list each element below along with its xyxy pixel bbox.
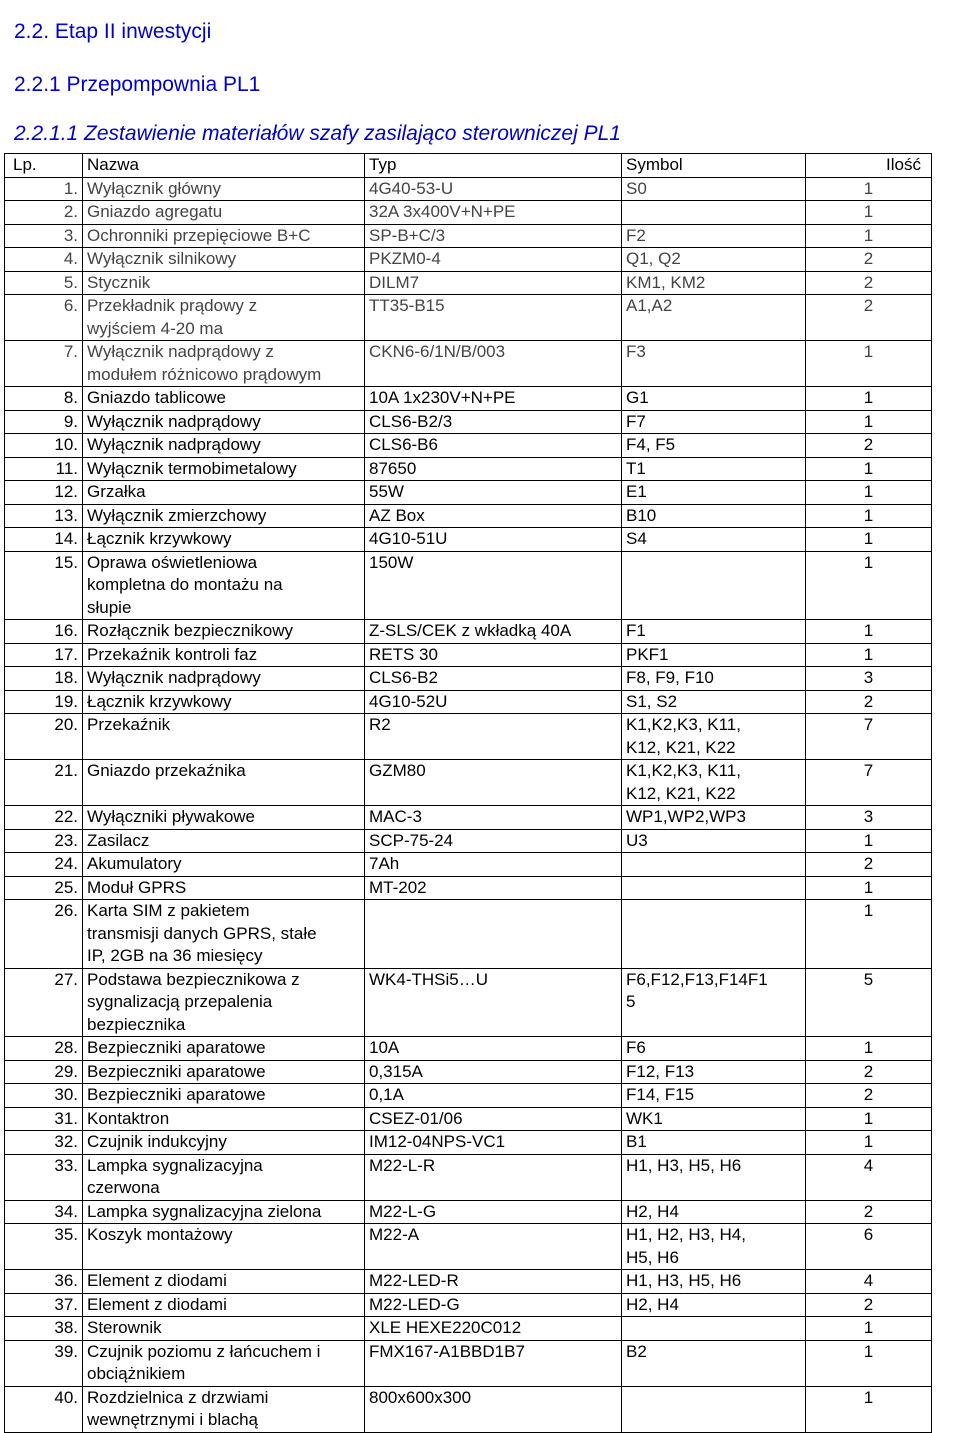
header-lp: Lp. xyxy=(5,154,83,178)
item-name: Sterownik xyxy=(83,1317,365,1341)
row-number: 23. xyxy=(5,829,83,853)
item-symbol: F2 xyxy=(622,224,806,248)
item-type: 800x600x300 xyxy=(365,1386,622,1432)
item-type: 10A xyxy=(365,1037,622,1061)
item-quantity: 2 xyxy=(806,1200,932,1224)
item-name: Moduł GPRS xyxy=(83,876,365,900)
table-row xyxy=(5,1131,932,1155)
item-type: SCP-75-24 xyxy=(365,829,622,853)
item-quantity: 1 xyxy=(806,410,932,434)
row-number: 24. xyxy=(5,853,83,877)
row-number: 38. xyxy=(5,1317,83,1341)
row-number: 30. xyxy=(5,1084,83,1108)
item-quantity: 2 xyxy=(806,295,932,341)
table-row xyxy=(5,341,932,387)
table-row xyxy=(5,1224,932,1270)
item-quantity: 1 xyxy=(806,341,932,387)
item-symbol xyxy=(622,900,806,969)
item-type: 87650 xyxy=(365,457,622,481)
table-row xyxy=(5,1293,932,1317)
item-name: Gniazdo przekaźnika xyxy=(83,760,365,806)
item-type: FMX167-A1BBD1B7 xyxy=(365,1340,622,1386)
table-row xyxy=(5,900,932,969)
row-number: 40. xyxy=(5,1386,83,1432)
item-quantity: 1 xyxy=(806,387,932,411)
item-symbol xyxy=(622,1317,806,1341)
table-row xyxy=(5,410,932,434)
item-type: M22-A xyxy=(365,1224,622,1270)
item-name: Kontaktron xyxy=(83,1107,365,1131)
item-quantity: 1 xyxy=(806,481,932,505)
item-quantity: 1 xyxy=(806,1107,932,1131)
row-number: 27. xyxy=(5,968,83,1037)
header-quantity: Ilość xyxy=(806,154,932,178)
row-number: 8. xyxy=(5,387,83,411)
item-type xyxy=(365,900,622,969)
item-type: M22-L-G xyxy=(365,1200,622,1224)
section-heading: 2.2. Etap II inwestycji xyxy=(14,20,212,43)
item-quantity: 5 xyxy=(806,968,932,1037)
item-type: DILM7 xyxy=(365,271,622,295)
item-symbol: B10 xyxy=(622,504,806,528)
item-symbol: U3 xyxy=(622,829,806,853)
row-number: 32. xyxy=(5,1131,83,1155)
item-name: Lampka sygnalizacyjna zielona xyxy=(83,1200,365,1224)
table-row xyxy=(5,690,932,714)
item-name: Element z diodami xyxy=(83,1270,365,1294)
item-type: CKN6-6/1N/B/003 xyxy=(365,341,622,387)
row-number: 29. xyxy=(5,1060,83,1084)
table-row xyxy=(5,1200,932,1224)
header-type: Typ xyxy=(365,154,622,178)
item-name: Lampka sygnalizacyjna czerwona xyxy=(83,1154,365,1200)
row-number: 39. xyxy=(5,1340,83,1386)
item-quantity: 3 xyxy=(806,667,932,691)
item-type: AZ Box xyxy=(365,504,622,528)
item-type: MT-202 xyxy=(365,876,622,900)
item-name: Wyłącznik silnikowy xyxy=(83,248,365,272)
item-quantity: 1 xyxy=(806,876,932,900)
item-symbol: F4, F5 xyxy=(622,434,806,458)
item-type: IM12-04NPS-VC1 xyxy=(365,1131,622,1155)
row-number: 11. xyxy=(5,457,83,481)
table-row xyxy=(5,760,932,806)
row-number: 13. xyxy=(5,504,83,528)
item-symbol: F7 xyxy=(622,410,806,434)
item-quantity: 1 xyxy=(806,643,932,667)
item-name: Wyłącznik nadprądowy xyxy=(83,667,365,691)
item-quantity: 4 xyxy=(806,1154,932,1200)
item-quantity: 1 xyxy=(806,528,932,552)
item-quantity: 2 xyxy=(806,853,932,877)
header-symbol: Symbol xyxy=(622,154,806,178)
item-quantity: 1 xyxy=(806,551,932,620)
item-symbol xyxy=(622,551,806,620)
table-title: 2.2.1.1 Zestawienie materiałów szafy zasilająco sterowniczej PL1 xyxy=(14,122,621,145)
table-row xyxy=(5,224,932,248)
item-symbol: T1 xyxy=(622,457,806,481)
item-symbol: K1,K2,K3, K11, K12, K21, K22 xyxy=(622,760,806,806)
table-row xyxy=(5,1107,932,1131)
row-number: 36. xyxy=(5,1270,83,1294)
item-symbol: H1, H2, H3, H4, H5, H6 xyxy=(622,1224,806,1270)
item-type: 4G10-52U xyxy=(365,690,622,714)
row-number: 4. xyxy=(5,248,83,272)
row-number: 6. xyxy=(5,295,83,341)
table-row xyxy=(5,853,932,877)
table-row xyxy=(5,177,932,201)
table-row xyxy=(5,667,932,691)
table-row xyxy=(5,806,932,830)
table-row xyxy=(5,1340,932,1386)
item-symbol: H2, H4 xyxy=(622,1293,806,1317)
item-quantity: 3 xyxy=(806,806,932,830)
item-type: CLS6-B6 xyxy=(365,434,622,458)
item-quantity: 1 xyxy=(806,1340,932,1386)
item-type: RETS 30 xyxy=(365,643,622,667)
item-name: Wyłączniki pływakowe xyxy=(83,806,365,830)
item-quantity: 6 xyxy=(806,1224,932,1270)
row-number: 31. xyxy=(5,1107,83,1131)
table-row xyxy=(5,434,932,458)
row-number: 16. xyxy=(5,620,83,644)
item-name: Bezpieczniki aparatowe xyxy=(83,1084,365,1108)
item-type: MAC-3 xyxy=(365,806,622,830)
row-number: 20. xyxy=(5,714,83,760)
table-row xyxy=(5,714,932,760)
item-symbol: K1,K2,K3, K11, K12, K21, K22 xyxy=(622,714,806,760)
item-type: 150W xyxy=(365,551,622,620)
item-name: Koszyk montażowy xyxy=(83,1224,365,1270)
item-name: Ochronniki przepięciowe B+C xyxy=(83,224,365,248)
item-type: 10A 1x230V+N+PE xyxy=(365,387,622,411)
item-symbol: A1,A2 xyxy=(622,295,806,341)
item-name: Bezpieczniki aparatowe xyxy=(83,1037,365,1061)
item-quantity: 1 xyxy=(806,1037,932,1061)
item-symbol: F1 xyxy=(622,620,806,644)
item-quantity: 1 xyxy=(806,201,932,225)
item-quantity: 1 xyxy=(806,177,932,201)
item-type: GZM80 xyxy=(365,760,622,806)
item-name: Wyłącznik nadprądowy xyxy=(83,410,365,434)
item-quantity: 2 xyxy=(806,248,932,272)
item-symbol: S0 xyxy=(622,177,806,201)
table-row xyxy=(5,528,932,552)
item-symbol: F3 xyxy=(622,341,806,387)
item-quantity: 1 xyxy=(806,829,932,853)
item-name: Stycznik xyxy=(83,271,365,295)
item-quantity: 7 xyxy=(806,760,932,806)
row-number: 33. xyxy=(5,1154,83,1200)
row-number: 3. xyxy=(5,224,83,248)
item-symbol: B2 xyxy=(622,1340,806,1386)
item-symbol: F6 xyxy=(622,1037,806,1061)
item-name: Przekaźnik kontroli faz xyxy=(83,643,365,667)
item-name: Wyłącznik nadprądowy xyxy=(83,434,365,458)
item-type: Z-SLS/CEK z wkładką 40A xyxy=(365,620,622,644)
item-type: 7Ah xyxy=(365,853,622,877)
item-name: Akumulatory xyxy=(83,853,365,877)
item-quantity: 1 xyxy=(806,620,932,644)
item-name: Wyłącznik główny xyxy=(83,177,365,201)
item-type: CSEZ-01/06 xyxy=(365,1107,622,1131)
row-number: 22. xyxy=(5,806,83,830)
item-name: Przekładnik prądowy z wyjściem 4-20 ma xyxy=(83,295,365,341)
item-type: TT35-B15 xyxy=(365,295,622,341)
item-type: PKZM0-4 xyxy=(365,248,622,272)
item-name: Rozłącznik bezpiecznikowy xyxy=(83,620,365,644)
table-row xyxy=(5,643,932,667)
table-row xyxy=(5,457,932,481)
item-name: Łącznik krzywkowy xyxy=(83,690,365,714)
item-type: 55W xyxy=(365,481,622,505)
table-row xyxy=(5,1270,932,1294)
item-symbol: KM1, KM2 xyxy=(622,271,806,295)
row-number: 7. xyxy=(5,341,83,387)
row-number: 5. xyxy=(5,271,83,295)
item-name: Oprawa oświetleniowa kompletna do montażu na słupie xyxy=(83,551,365,620)
header-name: Nazwa xyxy=(83,154,365,178)
item-name: Przekaźnik xyxy=(83,714,365,760)
item-quantity: 7 xyxy=(806,714,932,760)
item-symbol xyxy=(622,853,806,877)
item-quantity: 2 xyxy=(806,1293,932,1317)
item-type: 4G10-51U xyxy=(365,528,622,552)
item-name: Wyłącznik termobimetalowy xyxy=(83,457,365,481)
table-row xyxy=(5,248,932,272)
item-symbol: F6,F12,F13,F14F1 5 xyxy=(622,968,806,1037)
item-type: WK4-THSi5…U xyxy=(365,968,622,1037)
table-row xyxy=(5,504,932,528)
item-quantity: 1 xyxy=(806,1386,932,1432)
item-type: M22-LED-R xyxy=(365,1270,622,1294)
table-row xyxy=(5,271,932,295)
table-row xyxy=(5,1317,932,1341)
item-symbol: H1, H3, H5, H6 xyxy=(622,1154,806,1200)
item-type: M22-L-R xyxy=(365,1154,622,1200)
item-type: XLE HEXE220C012 xyxy=(365,1317,622,1341)
row-number: 9. xyxy=(5,410,83,434)
item-symbol: H2, H4 xyxy=(622,1200,806,1224)
table-row xyxy=(5,876,932,900)
item-symbol xyxy=(622,1386,806,1432)
item-name: Łącznik krzywkowy xyxy=(83,528,365,552)
row-number: 19. xyxy=(5,690,83,714)
item-symbol: WK1 xyxy=(622,1107,806,1131)
item-type: 0,1A xyxy=(365,1084,622,1108)
item-name: Rozdzielnica z drzwiami wewnętrznymi i blachą xyxy=(83,1386,365,1432)
table-row xyxy=(5,1084,932,1108)
item-type: CLS6-B2 xyxy=(365,667,622,691)
item-symbol: S1, S2 xyxy=(622,690,806,714)
item-name: Element z diodami xyxy=(83,1293,365,1317)
item-symbol: E1 xyxy=(622,481,806,505)
item-quantity: 1 xyxy=(806,1131,932,1155)
table-row xyxy=(5,201,932,225)
item-quantity: 2 xyxy=(806,690,932,714)
materials-table xyxy=(4,153,932,1433)
item-quantity: 1 xyxy=(806,224,932,248)
item-name: Gniazdo agregatu xyxy=(83,201,365,225)
table-row xyxy=(5,620,932,644)
item-name: Zasilacz xyxy=(83,829,365,853)
row-number: 26. xyxy=(5,900,83,969)
table-row xyxy=(5,295,932,341)
item-type: 4G40-53-U xyxy=(365,177,622,201)
table-row xyxy=(5,551,932,620)
item-symbol: F14, F15 xyxy=(622,1084,806,1108)
item-symbol: PKF1 xyxy=(622,643,806,667)
item-quantity: 1 xyxy=(806,504,932,528)
row-number: 2. xyxy=(5,201,83,225)
item-name: Karta SIM z pakietem transmisji danych GPRS, stałe IP, 2GB na 36 miesięcy xyxy=(83,900,365,969)
row-number: 15. xyxy=(5,551,83,620)
item-symbol: F12, F13 xyxy=(622,1060,806,1084)
item-symbol: Q1, Q2 xyxy=(622,248,806,272)
item-name: Wyłącznik zmierzchowy xyxy=(83,504,365,528)
item-type: SP-B+C/3 xyxy=(365,224,622,248)
table-row xyxy=(5,481,932,505)
table-row xyxy=(5,968,932,1037)
item-name: Czujnik indukcyjny xyxy=(83,1131,365,1155)
item-type: M22-LED-G xyxy=(365,1293,622,1317)
item-symbol: WP1,WP2,WP3 xyxy=(622,806,806,830)
table-row xyxy=(5,1154,932,1200)
item-name: Wyłącznik nadprądowy z modułem różnicowo prądowym xyxy=(83,341,365,387)
item-quantity: 1 xyxy=(806,1317,932,1341)
table-row xyxy=(5,829,932,853)
table-row xyxy=(5,387,932,411)
row-number: 37. xyxy=(5,1293,83,1317)
item-quantity: 2 xyxy=(806,434,932,458)
row-number: 28. xyxy=(5,1037,83,1061)
item-symbol: H1, H3, H5, H6 xyxy=(622,1270,806,1294)
item-symbol: F8, F9, F10 xyxy=(622,667,806,691)
row-number: 18. xyxy=(5,667,83,691)
table-row xyxy=(5,1037,932,1061)
row-number: 10. xyxy=(5,434,83,458)
item-name: Grzałka xyxy=(83,481,365,505)
row-number: 14. xyxy=(5,528,83,552)
table-header-row xyxy=(5,154,932,178)
item-type: 0,315A xyxy=(365,1060,622,1084)
item-symbol: B1 xyxy=(622,1131,806,1155)
row-number: 35. xyxy=(5,1224,83,1270)
item-name: Bezpieczniki aparatowe xyxy=(83,1060,365,1084)
item-symbol: S4 xyxy=(622,528,806,552)
item-quantity: 2 xyxy=(806,1060,932,1084)
row-number: 1. xyxy=(5,177,83,201)
item-type: R2 xyxy=(365,714,622,760)
row-number: 12. xyxy=(5,481,83,505)
table-row xyxy=(5,1060,932,1084)
item-name: Podstawa bezpiecznikowa z sygnalizacją przepalenia bezpiecznika xyxy=(83,968,365,1037)
item-symbol: G1 xyxy=(622,387,806,411)
row-number: 17. xyxy=(5,643,83,667)
item-quantity: 1 xyxy=(806,900,932,969)
table-row xyxy=(5,1386,932,1432)
item-type: 32A 3x400V+N+PE xyxy=(365,201,622,225)
item-quantity: 2 xyxy=(806,1084,932,1108)
item-type: CLS6-B2/3 xyxy=(365,410,622,434)
item-symbol xyxy=(622,201,806,225)
subsection-heading: 2.2.1 Przepompownia PL1 xyxy=(14,73,261,96)
item-symbol xyxy=(622,876,806,900)
item-quantity: 1 xyxy=(806,457,932,481)
item-name: Czujnik poziomu z łańcuchem i obciążnikiem xyxy=(83,1340,365,1386)
row-number: 34. xyxy=(5,1200,83,1224)
row-number: 25. xyxy=(5,876,83,900)
item-quantity: 2 xyxy=(806,271,932,295)
row-number: 21. xyxy=(5,760,83,806)
item-name: Gniazdo tablicowe xyxy=(83,387,365,411)
item-quantity: 4 xyxy=(806,1270,932,1294)
